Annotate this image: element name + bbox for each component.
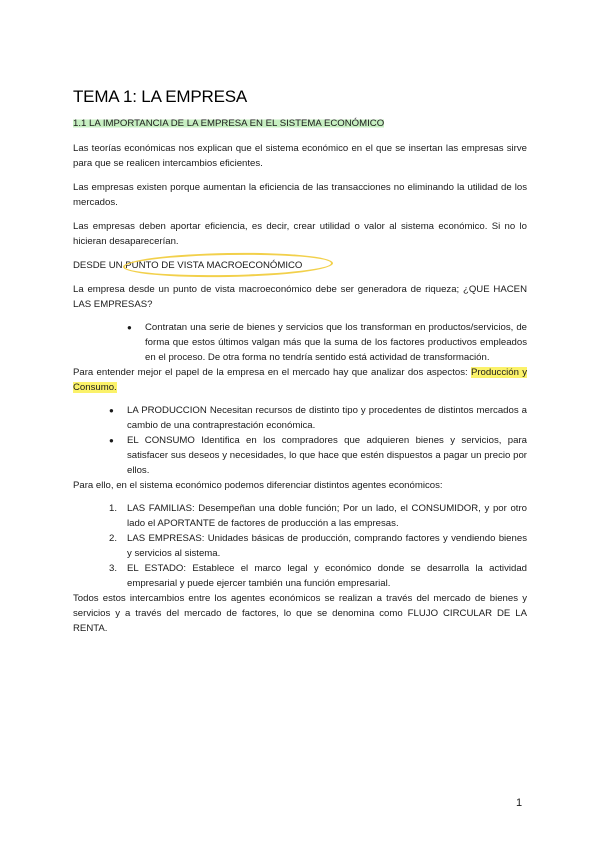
- list-number: 2.: [109, 533, 118, 544]
- paragraph-2: Las empresas existen porque aumentan la eficiencia de las transacciones no eliminando la utilidad de los mercados.: [73, 182, 527, 208]
- subtitle-highlight: 1.1 LA IMPORTANCIA DE LA EMPRESA EN EL SISTEMA ECONÓMICO: [73, 118, 385, 129]
- bullet-icon: ●: [109, 406, 114, 415]
- bullet-list-2: [73, 403, 527, 478]
- list-text: EL ESTADO: Establece el marco legal y económico donde se desarrolla la actividad empresarial y puede ejercer también una función empresarial.: [127, 563, 527, 589]
- paragraph-1: Las teorías económicas nos explican que el sistema económico en el que se insertan las empresas sirve para que se realicen intercambios eficientes.: [73, 143, 527, 169]
- list-text: LAS FAMILIAS: Desempeñan una doble función; Por un lado, el CONSUMIDOR, y por otro lado el APORTANTE de factores de producción a las empresas.: [127, 503, 527, 529]
- page-content: [73, 86, 527, 636]
- list-item: [73, 501, 527, 531]
- macro-heading: [73, 258, 302, 273]
- bullet-icon: ●: [127, 323, 132, 332]
- bullet-icon: ●: [109, 436, 114, 445]
- bullet-text: LA PRODUCCION Necesitan recursos de distinto tipo y procedentes de distintos mercados a cambio de una contraprestación económica.: [127, 405, 527, 431]
- paragraph-4: La empresa desde un punto de vista macroeconómico debe ser generadora de riqueza; ¿QUE HACEN LAS EMPRESAS?: [73, 284, 527, 310]
- list-item: [73, 531, 527, 561]
- list-number: 1.: [109, 503, 118, 514]
- list-number: 3.: [109, 563, 118, 574]
- list-item: [73, 433, 527, 478]
- macro-heading-text: DESDE UN PUNTO DE VISTA MACROECONÓMICO: [73, 260, 303, 271]
- list-item: [73, 403, 527, 433]
- page-number: 1: [516, 797, 523, 809]
- list-item: [73, 320, 527, 365]
- section-subtitle: [73, 116, 527, 131]
- page-title: TEMA 1: LA EMPRESA: [73, 87, 248, 106]
- paragraph-5: [73, 365, 527, 395]
- circle-annotation: [123, 251, 333, 279]
- list-item: [73, 561, 527, 591]
- production-consumption-highlight: Producción y Consumo.: [73, 367, 528, 393]
- paragraph-7: Todos estos intercambios entre los agentes económicos se realizan a través del mercado de bienes y servicios y a través del mercado de factores, lo que se denomina como FLUJO CIRCULAR DE LA RENTA.: [73, 593, 527, 634]
- list-text: LAS EMPRESAS: Unidades básicas de producción, comprando factores y vendiendo bienes y servicios al sistema.: [127, 533, 527, 559]
- paragraph-5-text: Para entender mejor el papel de la empresa en el mercado hay que analizar dos aspectos:: [73, 367, 471, 378]
- bullet-list-1: [73, 320, 527, 365]
- paragraph-6: Para ello, en el sistema económico podemos diferenciar distintos agentes económicos:: [73, 480, 443, 491]
- numbered-list: [73, 501, 527, 591]
- bullet-text: Contratan una serie de bienes y servicios que los transforman en productos/servicios, de forma que estos últimos valgan más que la suma de los factores productivos empleados en el proceso. De otra forma no tendría sentido está actividad de transformación.: [145, 322, 527, 363]
- bullet-text: EL CONSUMO Identifica en los compradores que adquieren bienes y servicios, para satisfacer sus deseos y necesidades, lo que hace que estén dispuestos a pagar un precio por ellos.: [127, 435, 527, 476]
- paragraph-3: Las empresas deben aportar eficiencia, es decir, crear utilidad o valor al sistema económico. Si no lo hicieran desaparecerían.: [73, 221, 527, 247]
